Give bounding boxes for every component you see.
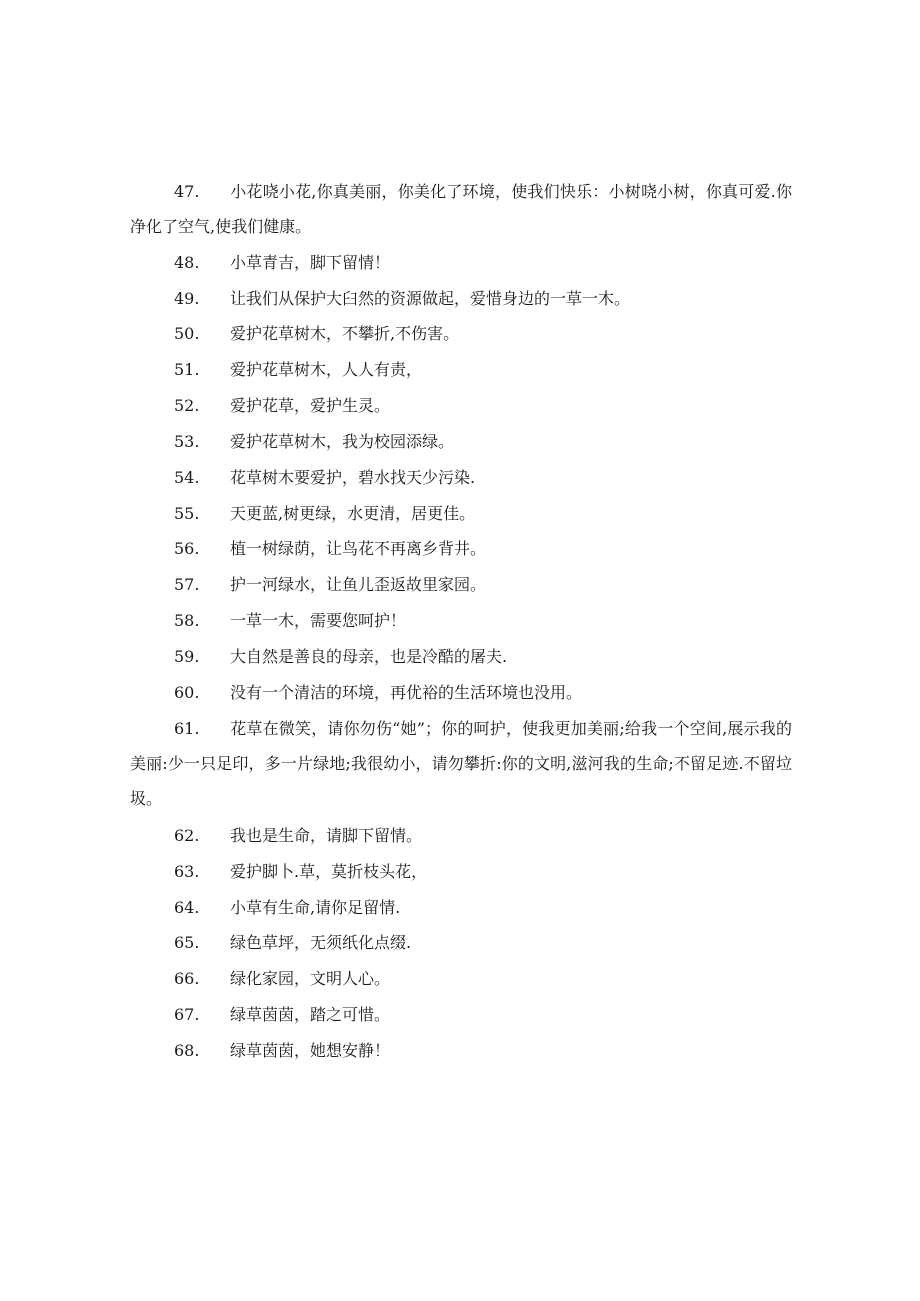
item-number: 48. <box>174 253 200 272</box>
list-item <box>130 281 792 316</box>
list-item <box>130 818 792 853</box>
item-text: 爱护花草树木，不攀折,不伤害。 <box>230 324 460 343</box>
list-item <box>130 316 792 351</box>
item-number: 62. <box>174 826 200 845</box>
item-number: 54. <box>174 468 200 487</box>
list-item <box>130 961 792 996</box>
item-text: 爱护脚卜.草，莫折枝头花， <box>230 862 428 881</box>
item-text: 小花哓小花,你真美丽，你美化了环境，使我们快乐：小树哓小树，你真可爱.你净化了空气,使我们健康。 <box>130 182 792 236</box>
item-number: 58. <box>174 611 200 630</box>
list-item <box>130 603 792 638</box>
item-number: 67. <box>174 1005 200 1024</box>
list-item <box>130 174 792 244</box>
list-item <box>130 925 792 960</box>
list-item <box>130 245 792 280</box>
item-text: 天更蓝,树更绿，水更清，居更佳。 <box>230 504 476 523</box>
item-number: 63. <box>174 862 200 881</box>
item-text: 大自然是善良的母亲，也是冷酷的屠夫. <box>230 647 508 666</box>
item-text: 植一树绿荫，让鸟花不再离乡背井。 <box>230 539 487 558</box>
list-item <box>130 675 792 710</box>
item-text: 绿化家园，文明人心。 <box>230 969 391 988</box>
item-number: 52. <box>174 396 200 415</box>
item-number: 53. <box>174 432 200 451</box>
list-item <box>130 531 792 566</box>
item-text: 小草青吉，脚下留情！ <box>230 253 391 272</box>
item-number: 55. <box>174 504 200 523</box>
list-item <box>130 711 792 816</box>
list-item <box>130 997 792 1032</box>
item-text: 爱护花草树木，人人有责， <box>230 360 423 379</box>
item-text: 爱护花草，爱护生灵。 <box>230 396 391 415</box>
item-text: 护一河绿水，让鱼儿歪返故里家园。 <box>230 575 487 594</box>
item-text: 绿草茵茵，踏之可惜。 <box>230 1005 391 1024</box>
item-text: 绿色草坪，无须纸化点缀. <box>230 933 412 952</box>
item-number: 59. <box>174 647 200 666</box>
list-item <box>130 496 792 531</box>
item-text: 花草在微笑，请你勿伤“她”；你的呵护，使我更加美丽;给我一个空间,展示我的美丽:少一只足印，多一片绿地;我很幼小，请勿攀折:你的文明,滋河我的生命;不留足迹.不留垃圾。 <box>130 719 792 808</box>
list-item <box>130 460 792 495</box>
item-number: 65. <box>174 933 200 952</box>
item-text: 我也是生命，请脚下留情。 <box>230 826 423 845</box>
list-item <box>130 639 792 674</box>
item-number: 49. <box>174 289 200 308</box>
item-number: 61. <box>174 719 200 738</box>
item-text: 花草树木要爱护，碧水找天少污染. <box>230 468 476 487</box>
item-number: 66. <box>174 969 200 988</box>
list-item <box>130 352 792 387</box>
item-number: 68. <box>174 1041 200 1060</box>
item-number: 47. <box>174 182 200 201</box>
item-text: 让我们从保护大臼然的资源做起，爱惜身边的一草一木。 <box>230 289 631 308</box>
item-text: 爱护花草树木，我为校园添绿。 <box>230 432 455 451</box>
item-text: 绿草茵茵，她想安静！ <box>230 1041 391 1060</box>
item-text: 一草一木，需要您呵护！ <box>230 611 407 630</box>
list-item <box>130 567 792 602</box>
list-item <box>130 424 792 459</box>
list-item <box>130 854 792 889</box>
item-number: 56. <box>174 539 200 558</box>
item-number: 60. <box>174 683 200 702</box>
list-item <box>130 388 792 423</box>
item-number: 51. <box>174 360 200 379</box>
list-item <box>130 1033 792 1068</box>
item-number: 64. <box>174 898 200 917</box>
list-item <box>130 890 792 925</box>
item-number: 57. <box>174 575 200 594</box>
item-text: 小草有生命,请你足留情. <box>230 898 401 917</box>
item-text: 没有一个清洁的环境，再优裕的生活环境也没用。 <box>230 683 583 702</box>
item-number: 50. <box>174 324 200 343</box>
